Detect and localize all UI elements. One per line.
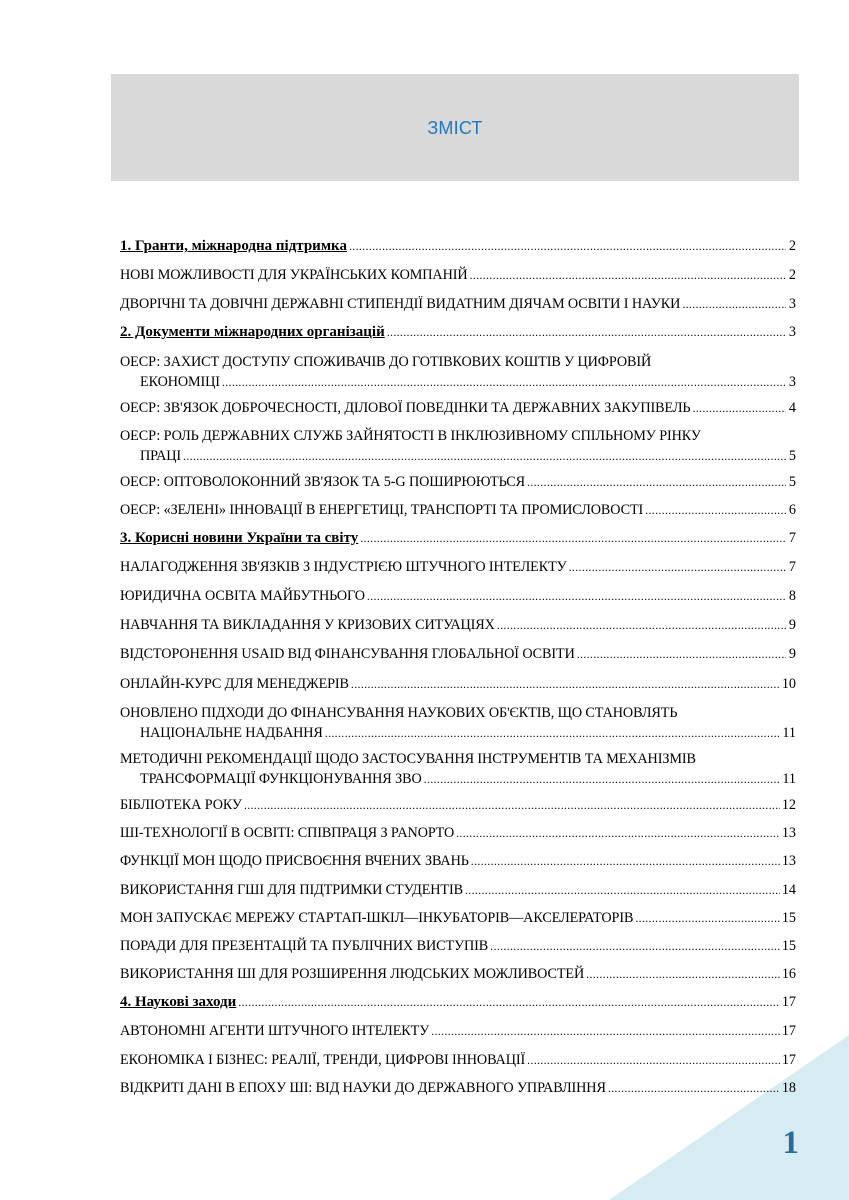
- toc-entry[interactable]: [120, 936, 796, 956]
- toc-page-number: 18: [781, 1080, 796, 1096]
- toc-entry-title: ВІДСТОРОНЕННЯ USAID ВІД ФІНАНСУВАННЯ ГЛОБАЛЬНОЇ ОСВІТИ: [120, 646, 575, 662]
- dot-leader: [470, 265, 787, 285]
- toc-page-number: 17: [781, 1052, 796, 1068]
- toc-entry-title: ОЕСР: «ЗЕЛЕНІ» ІННОВАЦІЇ В ЕНЕРГЕТИЦІ, ТРАНСПОРТІ ТА ПРОМИСЛОВОСТІ: [120, 502, 644, 518]
- toc-entry[interactable]: [120, 557, 796, 577]
- toc-entry-title: ПОРАДИ ДЛЯ ПРЕЗЕНТАЦІЙ ТА ПУБЛІЧНИХ ВИСТУПІВ: [120, 938, 489, 954]
- toc-entry-title: ЮРИДИЧНА ОСВІТА МАЙБУТНЬОГО: [120, 588, 365, 604]
- dot-leader: [456, 823, 780, 843]
- toc-page-number: 3: [788, 374, 796, 390]
- toc-page-number: 3: [788, 296, 796, 312]
- toc-entry[interactable]: [120, 644, 796, 664]
- toc-entry-title: ОНЛАЙН-КУРС ДЛЯ МЕНЕДЖЕРІВ: [120, 676, 349, 692]
- toc-section-entry[interactable]: [120, 236, 796, 256]
- toc-page-number: 13: [781, 825, 796, 841]
- toc-entry-title: ОЕСР: ЗАХИСТ ДОСТУПУ СПОЖИВАЧІВ ДО ГОТІВКОВИХ КОШТІВ У ЦИФРОВІЙ: [120, 354, 652, 370]
- toc-entry-title: 2. Документи міжнародних організацій: [120, 324, 385, 340]
- toc-entry-title: 1. Гранти, міжнародна підтримка: [120, 238, 347, 254]
- toc-entry-title: ВИКОРИСТАННЯ ШІ ДЛЯ РОЗШИРЕННЯ ЛЮДСЬКИХ МОЖЛИВОСТЕЙ: [120, 966, 585, 982]
- toc-page-number: 11: [782, 725, 796, 741]
- dot-leader: [244, 795, 780, 815]
- toc-page-number: 15: [781, 910, 796, 926]
- toc-entry-title: НОВІ МОЖЛИВОСТІ ДЛЯ УКРАЇНСЬКИХ КОМПАНІЙ: [120, 267, 468, 283]
- toc-page-number: 16: [781, 966, 796, 982]
- toc-entry[interactable]: [120, 880, 796, 900]
- toc-section-entry[interactable]: [120, 992, 796, 1012]
- toc-page-number: 11: [782, 771, 796, 787]
- dot-leader: [682, 294, 786, 314]
- toc-entry-title: ОЕСР: РОЛЬ ДЕРЖАВНИХ СЛУЖБ ЗАЙНЯТОСТІ В ІНКЛЮЗИВНОМУ СПІЛЬНОМУ РІНКУ: [120, 428, 701, 444]
- toc-entry[interactable]: [120, 352, 796, 392]
- toc-entry[interactable]: [120, 398, 796, 418]
- dot-leader: [351, 674, 780, 694]
- toc-entry-title: 3. Корисні новини України та світу: [120, 530, 359, 546]
- toc-entry-title: ТРАНСФОРМАЦІЇ ФУНКЦІОНУВАННЯ ЗВО: [140, 771, 422, 787]
- toc-page-number: 7: [788, 559, 796, 575]
- toc-page-number: 12: [781, 797, 796, 813]
- toc-entry[interactable]: [120, 265, 796, 285]
- toc-page-number: 17: [781, 1023, 796, 1039]
- toc-entry-title: ВИКОРИСТАННЯ ГШІ ДЛЯ ПІДТРИМКИ СТУДЕНТІВ: [120, 882, 463, 898]
- dot-leader: [645, 500, 786, 520]
- toc-entry-title: 4. Наукові заходи: [120, 994, 237, 1010]
- toc-entry-title: ОНОВЛЕНО ПІДХОДИ ДО ФІНАНСУВАННЯ НАУКОВИХ ОБ'ЄКТІВ, ЩО СТАНОВЛЯТЬ: [120, 705, 678, 721]
- toc-entry[interactable]: [120, 1021, 796, 1041]
- toc-page-number: 10: [781, 676, 796, 692]
- toc-page-number: 15: [781, 938, 796, 954]
- toc-page-number: 5: [788, 448, 796, 464]
- toc-entry[interactable]: [120, 703, 796, 743]
- toc-entry-title: ФУНКЦІЇ МОН ЩОДО ПРИСВОЄННЯ ВЧЕНИХ ЗВАНЬ: [120, 853, 469, 869]
- toc-entry[interactable]: [120, 908, 796, 928]
- toc-page-number: 17: [781, 994, 796, 1010]
- toc-entry-title: БІБЛІОТЕКА РОКУ: [120, 797, 242, 813]
- dot-leader: [490, 936, 780, 956]
- toc-entry[interactable]: [120, 1050, 796, 1070]
- dot-leader: [222, 372, 786, 392]
- toc-entry[interactable]: [120, 749, 796, 789]
- dot-leader: [635, 908, 779, 928]
- toc-page-number: 2: [788, 267, 796, 283]
- toc-entry-title: ЕКОНОМІЦІ: [140, 374, 220, 390]
- dot-leader: [577, 644, 786, 664]
- toc-entry-title: НАВЧАННЯ ТА ВИКЛАДАННЯ У КРИЗОВИХ СИТУАЦІЯХ: [120, 617, 495, 633]
- dot-leader: [527, 472, 786, 492]
- toc-entry[interactable]: [120, 823, 796, 843]
- dot-leader: [527, 1050, 780, 1070]
- toc-entry[interactable]: [120, 426, 796, 466]
- dot-leader: [325, 723, 781, 743]
- toc-entry-title: МЕТОДИЧНІ РЕКОМЕНДАЦІЇ ЩОДО ЗАСТОСУВАННЯ ІНСТРУМЕНТІВ ТА МЕХАНІЗМІВ: [120, 751, 696, 767]
- dot-leader: [431, 1021, 780, 1041]
- toc-page-number: 13: [781, 853, 796, 869]
- dot-leader: [608, 1078, 780, 1098]
- dot-leader: [183, 446, 786, 466]
- toc-page-number: 6: [788, 502, 796, 518]
- toc-entry-title: АВТОНОМНІ АГЕНТИ ШТУЧНОГО ІНТЕЛЕКТУ: [120, 1023, 430, 1039]
- toc-entry-title: ОЕСР: ЗВ'ЯЗОК ДОБРОЧЕСНОСТІ, ДІЛОВОЇ ПОВЕДІНКИ ТА ДЕРЖАВНИХ ЗАКУПІВЕЛЬ: [120, 400, 691, 416]
- toc-entry[interactable]: [120, 674, 796, 694]
- toc-entry[interactable]: [120, 1078, 796, 1098]
- dot-leader: [465, 880, 780, 900]
- page-title: ЗМІСТ: [427, 118, 483, 138]
- dot-leader: [349, 236, 786, 256]
- toc-page-number: 9: [788, 617, 796, 633]
- dot-leader: [569, 557, 786, 577]
- toc-entry-title: ВІДКРИТІ ДАНІ В ЕПОХУ ШІ: ВІД НАУКИ ДО ДЕРЖАВНОГО УПРАВЛІННЯ: [120, 1080, 606, 1096]
- toc-section-entry[interactable]: [120, 528, 796, 548]
- toc-entry[interactable]: [120, 586, 796, 606]
- toc-entry[interactable]: [120, 964, 796, 984]
- dot-leader: [586, 964, 780, 984]
- dot-leader: [471, 851, 780, 871]
- toc-page-number: 14: [781, 882, 796, 898]
- toc-entry[interactable]: [120, 294, 796, 314]
- toc-entry-title: ПРАЦІ: [140, 448, 182, 464]
- dot-leader: [424, 769, 781, 789]
- toc-entry-title: ОЕСР: ОПТОВОЛОКОННИЙ ЗВ'ЯЗОК ТА 5-G ПОШИРЮЮТЬСЯ: [120, 474, 526, 490]
- page-number: 1: [782, 1125, 799, 1161]
- dot-leader: [692, 398, 786, 418]
- toc-page-number: 3: [788, 324, 796, 340]
- toc-entry[interactable]: [120, 472, 796, 492]
- toc-page-number: 4: [788, 400, 796, 416]
- toc-page-number: 2: [788, 238, 796, 254]
- toc-page-number: 7: [788, 530, 796, 546]
- toc-page-number: 9: [788, 646, 796, 662]
- toc-entry-title: ДВОРІЧНІ ТА ДОВІЧНІ ДЕРЖАВНІ СТИПЕНДІЇ ВИДАТНИМ ДІЯЧАМ ОСВІТИ І НАУКИ: [120, 296, 681, 312]
- toc-entry-title: ШІ-ТЕХНОЛОГІЇ В ОСВІТІ: СПІВПРАЦЯ З PANOPTO: [120, 825, 455, 841]
- toc-entry[interactable]: [120, 615, 796, 635]
- toc-entry-title: НАЛАГОДЖЕННЯ ЗВ'ЯЗКІВ З ІНДУСТРІЄЮ ШТУЧНОГО ІНТЕЛЕКТУ: [120, 559, 567, 575]
- dot-leader: [497, 615, 786, 635]
- toc-entry-title: НАЦІОНАЛЬНЕ НАДБАННЯ: [140, 725, 323, 741]
- dot-leader: [387, 322, 786, 342]
- toc-entry[interactable]: [120, 851, 796, 871]
- toc-entry-title: ЕКОНОМІКА І БІЗНЕС: РЕАЛІЇ, ТРЕНДИ, ЦИФРОВІ ІННОВАЦІЇ: [120, 1052, 526, 1068]
- dot-leader: [367, 586, 786, 606]
- toc-page-number: 8: [788, 588, 796, 604]
- toc-entry[interactable]: [120, 795, 796, 815]
- dot-leader: [238, 992, 780, 1012]
- toc-page-number: 5: [788, 474, 796, 490]
- toc-entry[interactable]: [120, 500, 796, 520]
- toc-entry-title: МОН ЗАПУСКАЄ МЕРЕЖУ СТАРТАП-ШКІЛ—ІНКУБАТОРІВ—АКСЕЛЕРАТОРІВ: [120, 910, 634, 926]
- toc-section-entry[interactable]: [120, 322, 796, 342]
- dot-leader: [360, 528, 786, 548]
- toc-header-banner: [111, 74, 799, 181]
